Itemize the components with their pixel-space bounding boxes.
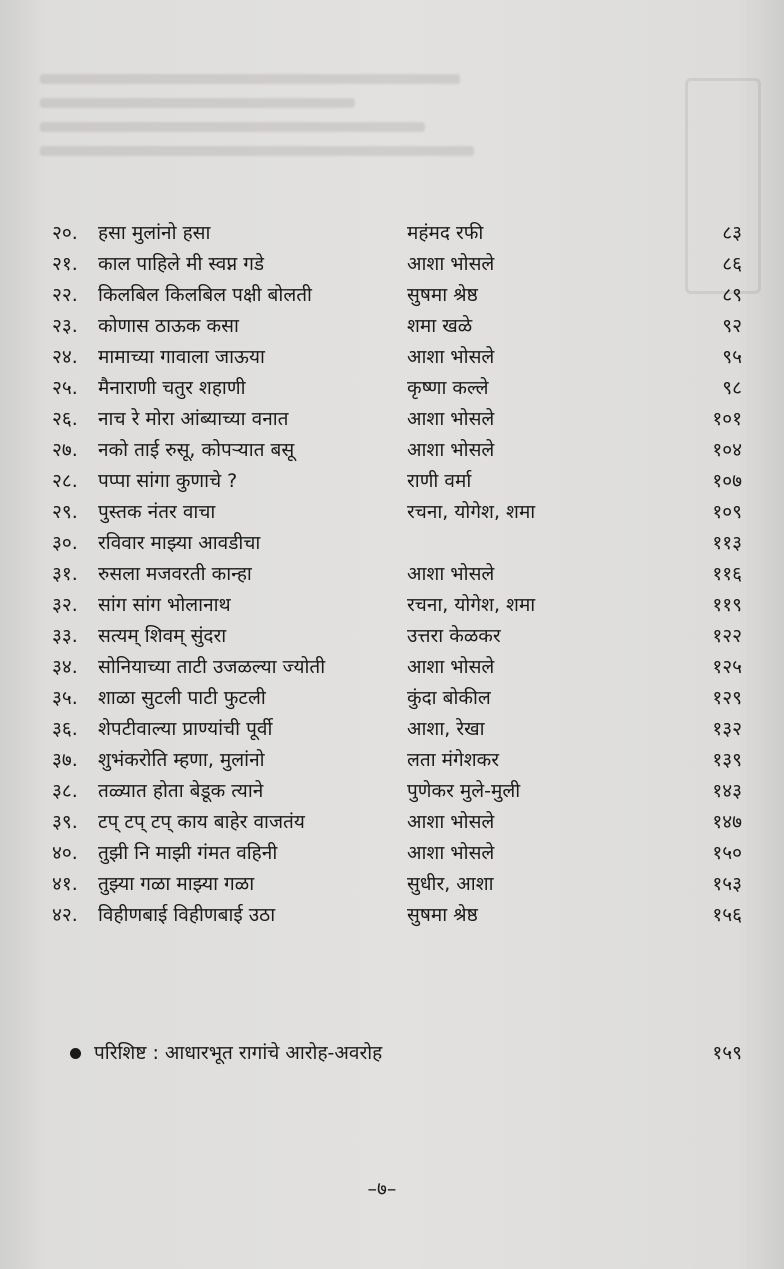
toc-entry-number: २६. [52, 408, 78, 430]
toc-entry-title: सोनियाच्या ताटी उजळल्या ज्योती [98, 656, 326, 678]
toc-entry-page: १२२ [712, 625, 742, 647]
toc-entry-title: शुभंकरोति म्हणा, मुलांनो [98, 749, 265, 771]
toc-row [52, 342, 742, 373]
toc-entry-number: ३३. [52, 625, 78, 647]
toc-entry-page: १०९ [712, 501, 742, 523]
toc-entry-title: हसा मुलांनो हसा [98, 222, 211, 244]
toc-entry-page: ८६ [722, 253, 742, 275]
toc-entry-number: ३९. [52, 811, 78, 833]
appendix-title: परिशिष्ट : आधारभूत रागांचे आरोह-अवरोह [94, 1042, 383, 1064]
toc-entry-title: रविवार माझ्या आवडीचा [98, 532, 261, 554]
toc-entry-number: ३७. [52, 749, 78, 771]
toc-entry-artist: आशा भोसले [407, 408, 495, 430]
toc-entry-title: काल पाहिले मी स्वप्न गडे [98, 253, 265, 275]
toc-entry-number: ३०. [52, 532, 78, 554]
toc-entry-title: तुझी नि माझी गंमत वहिनी [98, 842, 278, 864]
toc-entry-title: रुसला मजवरती कान्हा [98, 563, 252, 585]
toc-entry-artist: आशा भोसले [407, 811, 495, 833]
toc-entry-page: १०७ [712, 470, 742, 492]
toc-entry-number: ३४. [52, 656, 78, 678]
toc-entry-title: शेपटीवाल्या प्राण्यांची पूर्वी [98, 718, 273, 740]
toc-entry-title: तुझ्या गळा माझ्या गळा [98, 873, 255, 895]
toc-entry-artist: सुधीर, आशा [407, 873, 494, 895]
toc-entry-artist: सुषमा श्रेष्ठ [407, 284, 478, 306]
toc-entry-artist: कृष्णा कल्ले [407, 377, 489, 399]
toc-entry-artist: लता मंगेशकर [407, 749, 500, 771]
toc-entry-number: २९. [52, 501, 78, 523]
toc-entry-artist: आशा भोसले [407, 439, 495, 461]
toc-entry-title: सत्यम् शिवम् सुंदरा [98, 625, 227, 647]
toc-row [52, 218, 742, 249]
toc-entry-number: २५. [52, 377, 78, 399]
toc-entry-artist: आशा भोसले [407, 346, 495, 368]
toc-entry-page: ८९ [722, 284, 742, 306]
toc-entry-artist: शमा खळे [407, 315, 473, 337]
toc-row [52, 776, 742, 807]
toc-entry-number: ४२. [52, 904, 78, 926]
toc-entry-number: २०. [52, 222, 78, 244]
toc-entry-page: ११९ [712, 594, 742, 616]
toc-entry-page: १२५ [712, 656, 742, 678]
toc-row [52, 807, 742, 838]
toc-entry-artist: सुषमा श्रेष्ठ [407, 904, 478, 926]
toc-row [52, 621, 742, 652]
bullet-icon [70, 1048, 81, 1059]
toc-entry-title: टप् टप् टप् काय बाहेर वाजतंय [98, 811, 305, 833]
toc-row [52, 435, 742, 466]
toc-entry-page: १५६ [712, 904, 742, 926]
toc-entry-number: ३६. [52, 718, 78, 740]
toc-entry-title: सांग सांग भोलानाथ [98, 594, 231, 616]
toc-entry-artist: आशा, रेखा [407, 718, 485, 740]
toc-row [52, 280, 742, 311]
toc-entry-page: १४७ [712, 811, 742, 833]
toc-row [52, 249, 742, 280]
toc-entry-number: ४०. [52, 842, 78, 864]
toc-entry-page: ११६ [712, 563, 742, 585]
toc-entry-page: ९५ [722, 346, 742, 368]
toc-entry-artist: पुणेकर मुले-मुली [407, 780, 521, 802]
toc-entry-number: २७. [52, 439, 78, 461]
toc-entry-artist: आशा भोसले [407, 656, 495, 678]
toc-entry-title: पप्पा सांगा कुणाचे ? [98, 470, 238, 492]
toc-entry-title: पुस्तक नंतर वाचा [98, 501, 216, 523]
toc-row [52, 404, 742, 435]
toc-entry-page: १३९ [712, 749, 742, 771]
toc-entry-artist: आशा भोसले [407, 563, 495, 585]
toc-row [52, 466, 742, 497]
toc-entry-number: २३. [52, 315, 78, 337]
toc-entry-page: १५० [712, 842, 742, 864]
toc-entry-page: ११३ [712, 532, 742, 554]
toc-entry-page: १०१ [712, 408, 742, 430]
toc-row [52, 683, 742, 714]
toc-entry-page: ८३ [722, 222, 742, 244]
toc-entry-page: १०४ [712, 439, 742, 461]
toc-row [52, 497, 742, 528]
toc-entry-title: नको ताई रुसू, कोपऱ्यात बसू [98, 439, 295, 461]
toc-entry-title: शाळा सुटली पाटी फुटली [98, 687, 266, 709]
toc-row [52, 900, 742, 931]
toc-row [52, 745, 742, 776]
toc-entry-page: ९८ [722, 377, 742, 399]
toc-entry-number: २१. [52, 253, 78, 275]
toc-entry-number: ३५. [52, 687, 78, 709]
toc-entry-page: १३२ [712, 718, 742, 740]
toc-entry-artist: रचना, योगेश, शमा [407, 501, 536, 523]
toc-entry-artist: कुंदा बोकील [407, 687, 491, 709]
toc-entry-artist: राणी वर्मा [407, 470, 472, 492]
toc-entry-title: किलबिल किलबिल पक्षी बोलती [98, 284, 312, 306]
toc-entry-title: मामाच्या गावाला जाऊया [98, 346, 265, 368]
toc-row [52, 869, 742, 900]
appendix-entry [70, 1036, 742, 1070]
toc-entry-artist: महंमद रफी [407, 222, 484, 244]
page-folio: –७– [367, 1178, 397, 1200]
toc-entry-number: २८. [52, 470, 78, 492]
toc-entry-page: १४३ [712, 780, 742, 802]
toc-entry-title: नाच रे मोरा आंब्याच्या वनात [98, 408, 289, 430]
toc-entry-number: ४१. [52, 873, 78, 895]
toc-entry-number: ३२. [52, 594, 78, 616]
toc-row [52, 652, 742, 683]
toc-row [52, 559, 742, 590]
toc-entry-title: तळ्यात होता बेडूक त्याने [98, 780, 264, 802]
toc-entry-artist: आशा भोसले [407, 253, 495, 275]
toc-entry-artist: आशा भोसले [407, 842, 495, 864]
toc-row [52, 838, 742, 869]
toc-entry-page: १५३ [712, 873, 742, 895]
bleed-through-text [40, 60, 740, 210]
toc-row [52, 373, 742, 404]
toc-entry-title: कोणास ठाऊक कसा [98, 315, 239, 337]
toc-row [52, 590, 742, 621]
appendix-page-number: १५९ [712, 1042, 742, 1064]
table-of-contents [52, 218, 742, 931]
toc-row [52, 528, 742, 559]
toc-entry-page: ९२ [722, 315, 742, 337]
toc-row [52, 714, 742, 745]
toc-entry-number: २४. [52, 346, 78, 368]
toc-entry-number: ३१. [52, 563, 78, 585]
toc-entry-artist: रचना, योगेश, शमा [407, 594, 536, 616]
toc-entry-artist: उत्तरा केळकर [407, 625, 501, 647]
toc-entry-number: ३८. [52, 780, 78, 802]
toc-row [52, 311, 742, 342]
toc-entry-number: २२. [52, 284, 78, 306]
toc-entry-title: विहीणबाई विहीणबाई उठा [98, 904, 276, 926]
toc-entry-title: मैनाराणी चतुर शहाणी [98, 377, 246, 399]
toc-entry-page: १२९ [712, 687, 742, 709]
